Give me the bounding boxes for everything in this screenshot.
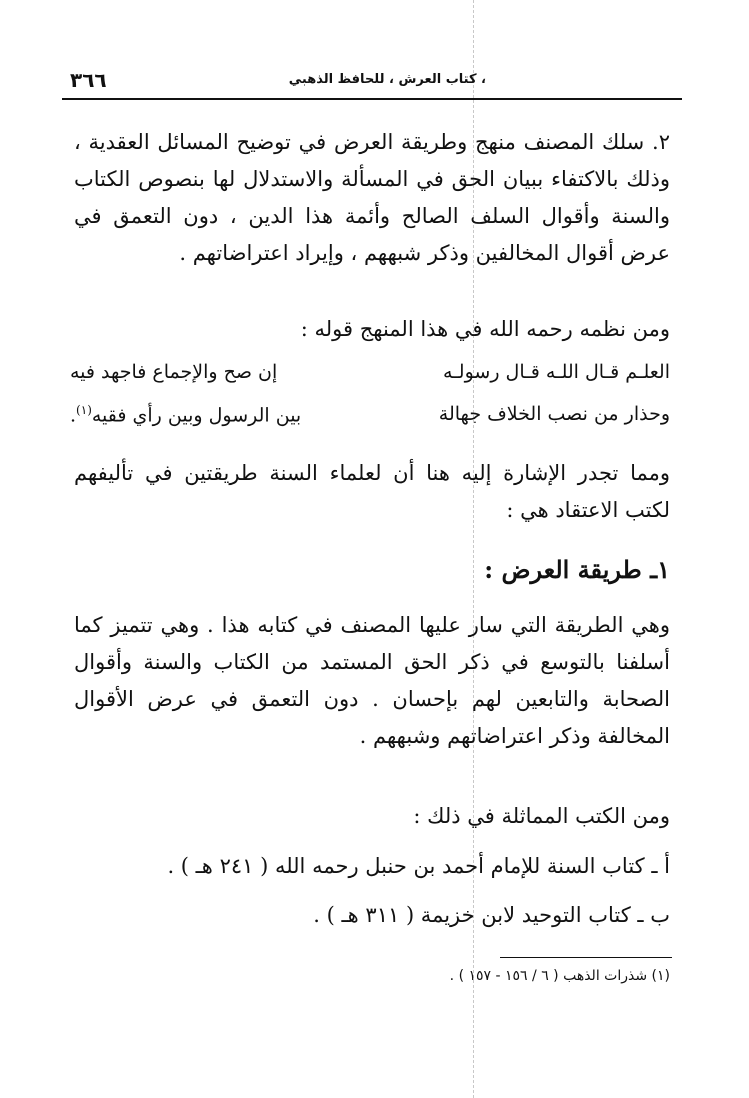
page-header	[62, 66, 682, 100]
poem-line-2	[70, 403, 670, 440]
poem-line-2-second-hemistich: بين الرسول وبين رأي فقيه$^{(١)}$.	[70, 403, 302, 427]
footnote-marker: (١)	[76, 403, 92, 417]
paragraph-point-2: ٢. سلك المصنف منهج وطريقة العرض في توضيح المسائل العقدية ، وذلك بالاكتفاء ببيان الحق في المسألة والاستدلال لها بنصوص الكتاب والسنة وأقوال السلف الصالح وأئمة هذا الدين ، دون التعمق في عرض أقوال المخالفين وذكر شبههم ، وإيراد اعتراضاتهم .	[74, 130, 670, 265]
poem-line-1-second-hemistich: إن صح والإجماع فاجهد فيه	[70, 361, 278, 383]
footnote-text: (١) شذرات الذهب ( ٦ / ١٥٦ - ١٥٧ ) .	[449, 968, 670, 984]
paragraph-method-description: وهي الطريقة التي سار عليها المصنف في كتابه هذا . وهي تتميز كما أسلفنا بالتوسع في ذكر الحق المستمد من الكتاب والسنة وأقوال الصحابة والتابعين لهم بإحسان . دون التعمق في عرض الأقوال المخالفة وذكر اعتراضاتهم وشبههم .	[74, 613, 670, 748]
poem-line-1	[70, 361, 670, 398]
section-heading: ١ـ طريقة العرض :	[484, 555, 670, 584]
poem-intro: ومن نظمه رحمه الله في هذا المنهج قوله :	[300, 317, 670, 341]
list-item-b: ب ـ كتاب التوحيد لابن خزيمة ( ٣١١ هـ ) .	[313, 903, 670, 927]
running-title: ، كتاب العرش ، للحافظ الذهبي	[288, 72, 486, 87]
similar-books-intro: ومن الكتب المماثلة في ذلك :	[413, 804, 670, 828]
footnote-divider	[500, 957, 672, 958]
poem-line-2-first-hemistich: وحذار من نصب الخلاف جهالة	[438, 403, 670, 425]
page-number: ٣٦٦	[70, 68, 107, 92]
list-item-a: أ ـ كتاب السنة للإمام أحمد بن حنبل رحمه الله ( ٢٤١ هـ ) .	[167, 854, 670, 878]
paragraph-reference-note: ومما تجدر الإشارة إليه هنا أن لعلماء السنة طريقتين في تأليفهم لكتب الاعتقاد هي :	[74, 461, 670, 522]
poem-line-2-second-text: بين الرسول وبين رأي فقيه	[91, 404, 302, 427]
poem-line-1-first-hemistich: العلـم قـال اللـه قـال رسولـه	[443, 361, 670, 383]
